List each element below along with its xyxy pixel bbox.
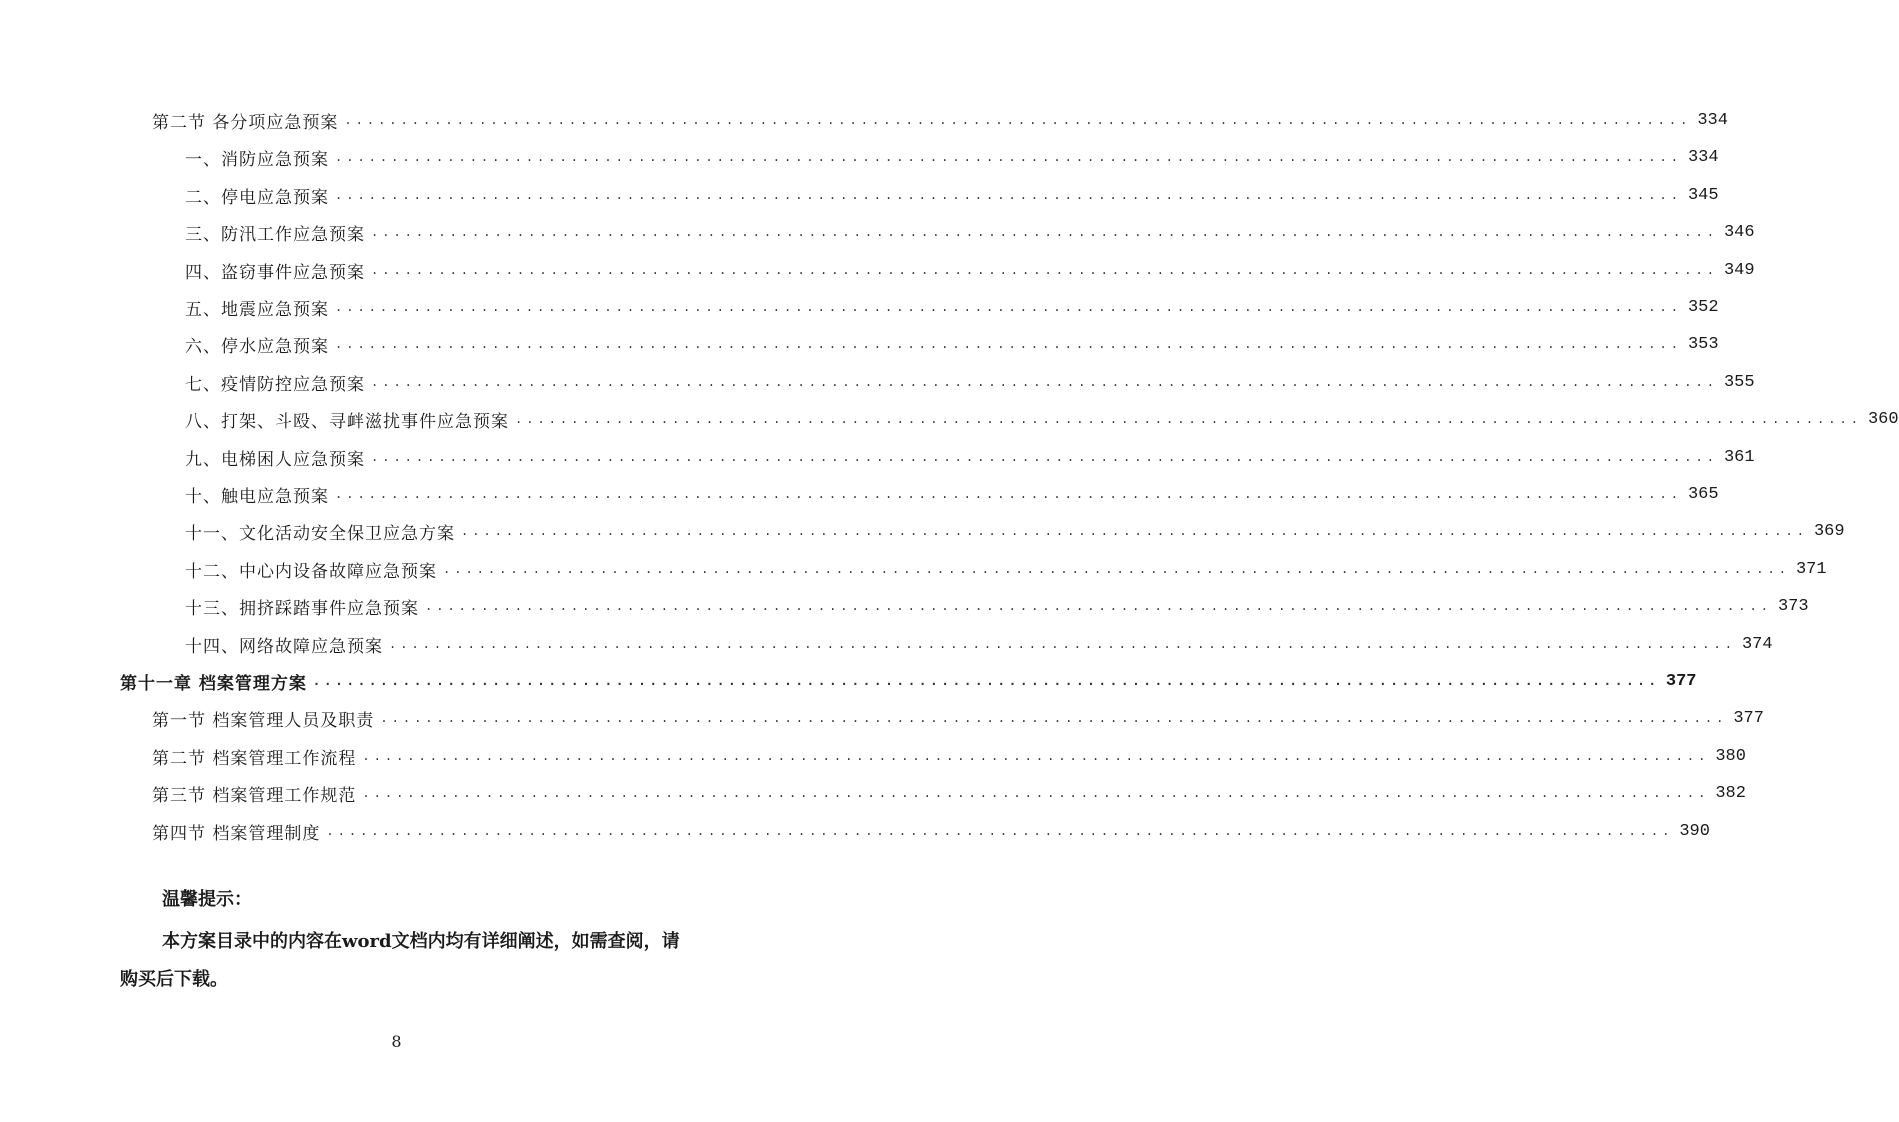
notice-body: 本方案目录中的内容在word文档内均有详细阐述，如需查阅，请购买后下载。 (120, 931, 680, 990)
toc-entry-page: 349 (1723, 260, 1755, 280)
toc-entry-title: 六、停水应急预案 (185, 337, 329, 358)
toc-entry[interactable] (185, 513, 1845, 550)
toc-entry[interactable] (185, 476, 1719, 513)
toc-leader-dots: ........................................................................................................................ (443, 561, 1790, 576)
toc-entry-page: 390 (1679, 821, 1710, 841)
toc-entry-title: 第四节 档案管理制度 (152, 823, 321, 844)
toc-entry-page: 380 (1715, 746, 1746, 766)
toc-entry[interactable] (185, 439, 1755, 476)
toc-entry[interactable] (120, 663, 1697, 700)
toc-entry-title: 二、停电应急预案 (185, 187, 329, 208)
toc-entry-page: 365 (1687, 485, 1719, 504)
toc-entry-page: 374 (1741, 634, 1773, 654)
toc-entry-title: 第二节 各分项应急预案 (152, 113, 339, 133)
toc-entry-title: 十四、网络故障应急预案 (185, 636, 383, 657)
toc-entry-title: 十二、中心内设备故障应急预案 (185, 561, 437, 582)
page-number: 8 (391, 1032, 402, 1051)
toc-entry[interactable] (152, 102, 1728, 139)
toc-entry[interactable] (185, 139, 1719, 176)
toc-entry-page: 352 (1687, 298, 1719, 317)
toc-entry[interactable] (185, 626, 1773, 663)
toc-entry-title: 十三、拥挤踩踏事件应急预案 (185, 599, 419, 620)
toc-leader-dots: ........................................................................................................................ (335, 487, 1682, 501)
toc-entry-page: 334 (1687, 148, 1719, 168)
toc-entry-title: 五、地震应急预案 (185, 300, 329, 320)
toc-entry[interactable] (185, 326, 1719, 363)
toc-entry[interactable] (152, 700, 1764, 737)
toc-entry[interactable] (152, 775, 1746, 812)
toc-entry[interactable] (152, 813, 1710, 850)
toc-entry[interactable] (185, 401, 1899, 438)
toc-entry-page: 355 (1723, 372, 1755, 392)
toc-entry-page: 360 (1867, 410, 1899, 430)
toc-leader-dots: ........................................................................................................................ (371, 225, 1718, 240)
toc-entry-title: 十一、文化活动安全保卫应急方案 (185, 524, 455, 545)
toc-leader-dots: ........................................................................................................................ (312, 674, 1660, 688)
toc-entry[interactable] (185, 177, 1719, 214)
toc-leader-dots: ........................................................................................................................ (371, 374, 1718, 389)
toc-entry-title: 第二节 档案管理工作流程 (152, 748, 357, 769)
toc-entry-page: 369 (1813, 522, 1845, 542)
toc-entry[interactable] (152, 738, 1746, 775)
toc-entry-title: 第一节 档案管理人员及职责 (152, 711, 375, 732)
toc-entry-title: 四、盗窃事件应急预案 (185, 262, 365, 283)
toc-leader-dots: ........................................................................................................................ (380, 711, 1728, 726)
toc-leader-dots: ........................................................................................................................ (335, 150, 1682, 165)
toc-entry-page: 373 (1777, 597, 1809, 617)
toc-leader-dots: ........................................................................................................................ (425, 599, 1772, 614)
toc-leader-dots: ........................................................................................................................ (515, 412, 1862, 427)
toc-leader-dots: ........................................................................................................................ (335, 187, 1682, 202)
toc-leader-dots: ........................................................................................................................ (371, 449, 1718, 464)
toc-entry-page: 377 (1733, 709, 1764, 729)
toc-entry[interactable] (185, 252, 1755, 289)
toc-entry-page: 361 (1723, 447, 1755, 467)
toc-entry[interactable] (185, 364, 1755, 401)
toc-leader-dots: ........................................................................................................................ (389, 636, 1736, 651)
toc-entry-title: 九、电梯困人应急预案 (185, 449, 365, 470)
toc-entry-page: 346 (1723, 223, 1755, 243)
toc-entry-title: 一、消防应急预案 (185, 150, 329, 171)
toc-entry-page: 353 (1687, 335, 1719, 355)
toc-entry-title: 七、疫情防控应急预案 (185, 374, 365, 395)
toc-leader-dots: ........................................................................................................................ (371, 262, 1718, 277)
toc-entry-page: 382 (1715, 784, 1746, 804)
toc-leader-dots: ........................................................................................................................ (335, 300, 1682, 314)
toc-entry[interactable] (185, 289, 1719, 326)
notice-heading: 温馨提示： (162, 889, 252, 910)
toc-leader-dots: ........................................................................................................................ (326, 823, 1674, 838)
toc-leader-dots: ........................................................................................................................ (362, 786, 1710, 801)
toc-entry-title: 十、触电应急预案 (185, 487, 329, 507)
toc-entry-page: 377 (1665, 672, 1697, 691)
toc-entry-page: 345 (1687, 185, 1719, 205)
toc-entry-title: 三、防汛工作应急预案 (185, 225, 365, 246)
toc-leader-dots: ........................................................................................................................ (344, 113, 1692, 127)
toc-entry[interactable] (185, 588, 1809, 625)
toc-leader-dots: ........................................................................................................................ (335, 337, 1682, 352)
toc-entry-title: 第三节 档案管理工作规范 (152, 786, 357, 807)
toc-entry[interactable] (185, 214, 1755, 251)
toc-leader-dots: ........................................................................................................................ (461, 524, 1808, 539)
toc-leader-dots: ........................................................................................................................ (362, 748, 1710, 763)
toc-entry-title: 第十一章 档案管理方案 (120, 674, 307, 694)
toc-entry[interactable] (185, 551, 1827, 588)
toc-entry-page: 371 (1795, 559, 1827, 579)
toc-entry-page: 334 (1697, 111, 1728, 130)
toc-entry-title: 八、打架、斗殴、寻衅滋扰事件应急预案 (185, 412, 509, 433)
